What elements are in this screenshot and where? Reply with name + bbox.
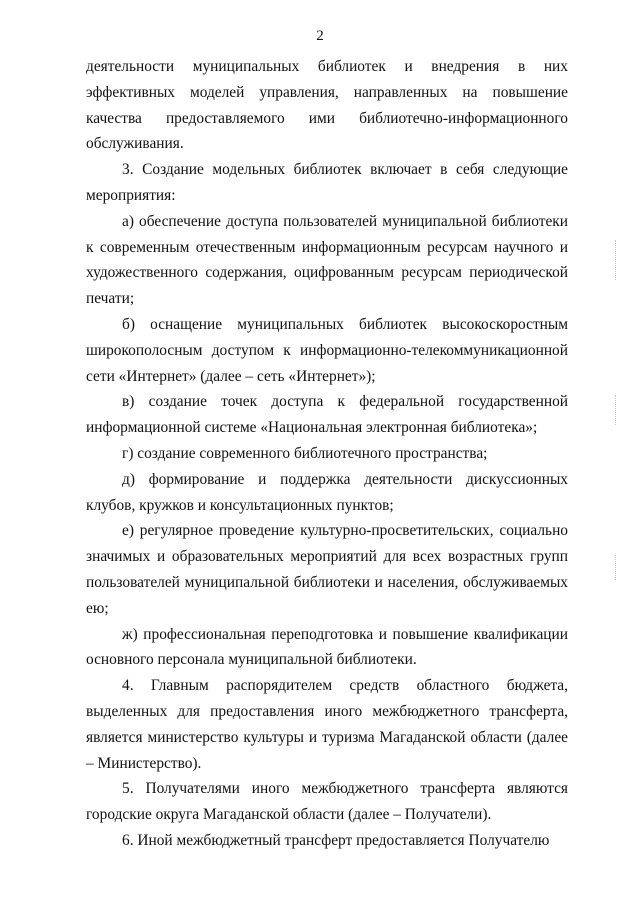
paragraph-subitem-a: а) обеспечение доступа пользователей муниципальной библиотеки к современным отечественным информационным ресурсам научного и художественного содержания, оцифрованным ресурсам периодической печати;: [86, 212, 568, 308]
paragraph-subitem-e: е) регулярное проведение культурно-просветительских, социально значимых и образовательных мероприятий для всех возрастных групп пользователей муниципальной библиотеки и населения, обслуживаемых ею;: [86, 522, 568, 617]
scan-margin-artifact: [615, 555, 618, 580]
paragraph-subitem-g: г) создание современного библиотечного пространства;: [122, 444, 488, 462]
scan-margin-artifact: [615, 240, 618, 280]
paragraph-subitem-d: д) формирование и поддержка деятельности дискуссионных клубов, кружков и консультационных пунктов;: [86, 470, 568, 514]
paragraph-item-3: 3. Создание модельных библиотек включает в себя следующие мероприятия:: [86, 161, 568, 204]
paragraph-item-6: 6. Иной межбюджетный трансферт предоставляется Получателю: [122, 831, 550, 849]
paragraph-continuation: деятельности муниципальных библиотек и внедрения в них эффективных моделей управления, направленных на повышение качества предоставляемого ими библиотечно-информационного обслуживания.: [86, 58, 568, 153]
paragraph-item-4: 4. Главным распорядителем средств областного бюджета, выделенных для предоставления иного межбюджетного трансферта, является министерство культуры и туризма Магаданской области (далее – Министерство).: [86, 677, 568, 772]
paragraph-subitem-zh: ж) профессиональная переподготовка и повышение квалификации основного персонала муниципальной библиотеки.: [86, 625, 568, 669]
paragraph-subitem-v: в) создание точек доступа к федеральной государственной информационной системе «Национальная электронная библиотека»;: [86, 393, 568, 437]
document-body: [86, 54, 568, 854]
paragraph-item-5: 5. Получателями иного межбюджетного трансферта являются городские округа Магаданской области (далее – Получатели).: [86, 780, 568, 824]
page-number: 2: [316, 28, 324, 44]
paragraph-subitem-b: б) оснащение муниципальных библиотек высокоскоростным широкополосным доступом к информационно-телекоммуникационной сети «Интернет» (далее – сеть «Интернет»);: [86, 315, 568, 385]
scan-margin-artifact: [615, 395, 618, 425]
